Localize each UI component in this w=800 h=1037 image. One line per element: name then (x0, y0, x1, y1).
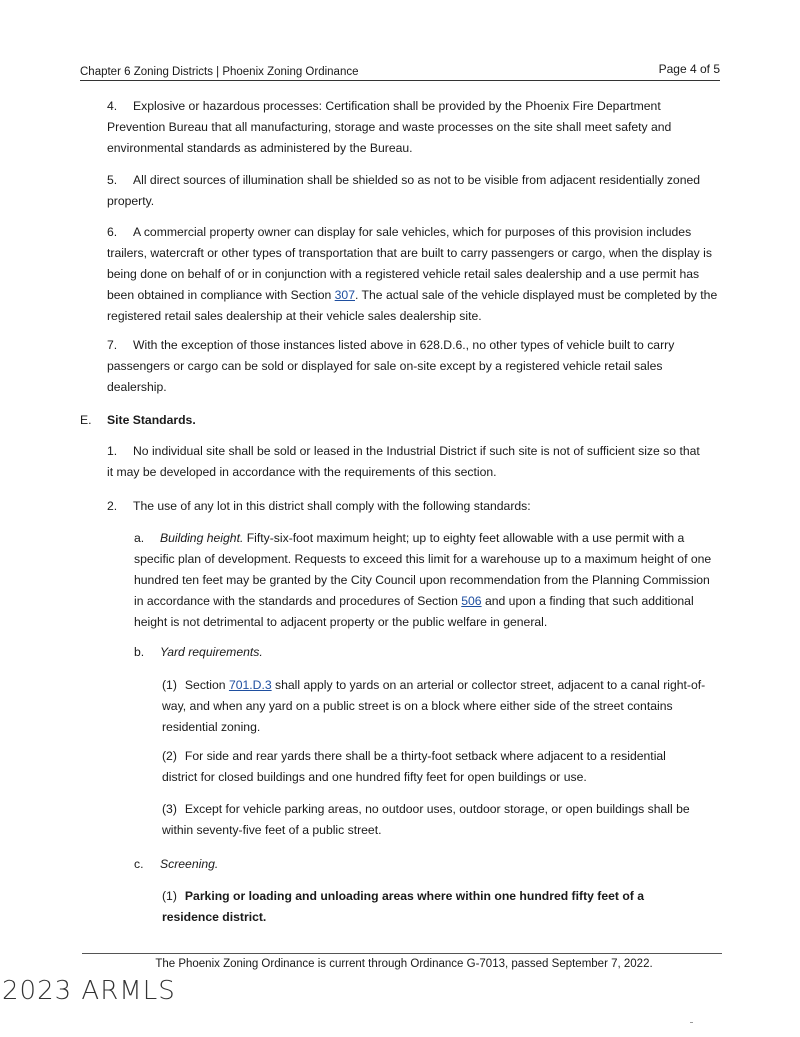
header-title: Chapter 6 Zoning Districts | Phoenix Zoning Ordinance (80, 66, 359, 78)
item-e2 (107, 496, 707, 517)
page-header (80, 62, 720, 81)
section-307-link[interactable]: 307 (334, 288, 355, 302)
item-text: With the exception of those instances listed above in 628.D.6., no other types of vehicle built to carry passengers or cargo can be sold or displayed for sale on-site except by a registered vehicle retail sales dealership. (107, 338, 675, 394)
section-letter: E. (80, 413, 92, 427)
item-title: Screening. (160, 857, 219, 871)
item-c1 (162, 886, 682, 928)
item-number: 5. (107, 173, 118, 187)
item-c-screening (134, 854, 534, 875)
item-label: c. (134, 857, 144, 871)
item-number: (1) (162, 678, 177, 692)
section-title: Site Standards. (107, 413, 196, 427)
item-number: (2) (162, 749, 177, 763)
item-b2 (162, 746, 702, 788)
item-number: (1) (162, 889, 177, 903)
scan-speck (690, 1022, 693, 1023)
item-text: Explosive or hazardous processes: Certification shall be provided by the Phoenix Fire Department Prevention Bureau that all manufacturing, storage and waste processes on the site shall meet safety and environmental standards as administered by the Bureau. (107, 99, 672, 155)
page-footer: The Phoenix Zoning Ordinance is current through Ordinance G-7013, passed September 7, 2022. (155, 958, 653, 970)
item-text: For side and rear yards there shall be a thirty-foot setback where adjacent to a residential district for closed buildings and one hundred fifty feet for open buildings or use. (162, 749, 666, 784)
item-text-cont: shall apply to yards on an arterial or collector street, adjacent to a canal right-of-way, and when any yard on a public street is on a block where either side of the street contains residential zoning. (162, 678, 706, 734)
item-number: 4. (107, 99, 118, 113)
item-number: 1. (107, 444, 118, 458)
item-text: A commercial property owner can display for sale vehicles, which for purposes of this provision includes trailers, watercraft or other types of transportation that are built to carry passengers or cargo, when the display is being done on behalf of or in conjunction with a registered vehicle retail sales dealership and a use permit has been obtained in compliance with Section (107, 225, 712, 302)
item-text: The use of any lot in this district shall comply with the following standards: (133, 499, 531, 513)
item-text: Parking or loading and unloading areas where within one hundred fifty feet of a residence district. (162, 889, 645, 924)
item-text: Except for vehicle parking areas, no outdoor uses, outdoor storage, or open buildings shall be within seventy-five feet of a public street. (162, 802, 690, 837)
item-number: (3) (162, 802, 177, 816)
section-506-link[interactable]: 506 (461, 594, 482, 608)
item-text: Fifty-six-foot maximum height; up to eighty feet allowable with a use permit with a specific plan of development. Requests to exceed this limit for a warehouse up to a maximum height of one hundred ten feet may be granted by the City Council upon recommendation from the Planning Commission in accordance with the standards and procedures of Section (134, 531, 712, 608)
item-number: 6. (107, 225, 118, 239)
item-title: Yard requirements. (160, 645, 263, 659)
item-label: b. (134, 645, 145, 659)
item-b-yard-requirements (134, 642, 534, 663)
item-b3 (162, 799, 717, 841)
item-5 (107, 170, 707, 212)
section-701-d-3-link[interactable]: 701.D.3 (228, 678, 272, 692)
item-text-cont: and upon a finding that such additional height is not detrimental to adjacent property or the public welfare in general. (134, 594, 694, 629)
item-number: 2. (107, 499, 118, 513)
item-label: a. (134, 531, 145, 545)
section-e-heading (80, 410, 380, 431)
item-6 (107, 222, 719, 327)
item-b1 (162, 675, 717, 738)
item-7 (107, 335, 707, 398)
item-text: Section (184, 678, 229, 692)
item-number: 7. (107, 338, 118, 352)
item-text: No individual site shall be sold or leased in the Industrial District if such site is not of sufficient size so that it may be developed in accordance with the requirements of this section. (107, 444, 700, 479)
item-title: Building height. (160, 531, 244, 545)
item-e1 (107, 441, 707, 483)
watermark: 2023 ARMLS (2, 976, 176, 1006)
item-text: All direct sources of illumination shall be shielded so as not to be visible from adjacent residentially zoned property. (107, 173, 701, 208)
item-text-cont: . The actual sale of the vehicle displayed must be completed by the registered retail sales dealership at their vehicle sales dealership site. (107, 288, 718, 323)
item-4 (107, 96, 707, 159)
item-a-building-height (134, 528, 714, 633)
footer-divider (82, 953, 722, 954)
page-number: Page 4 of 5 (658, 62, 720, 76)
